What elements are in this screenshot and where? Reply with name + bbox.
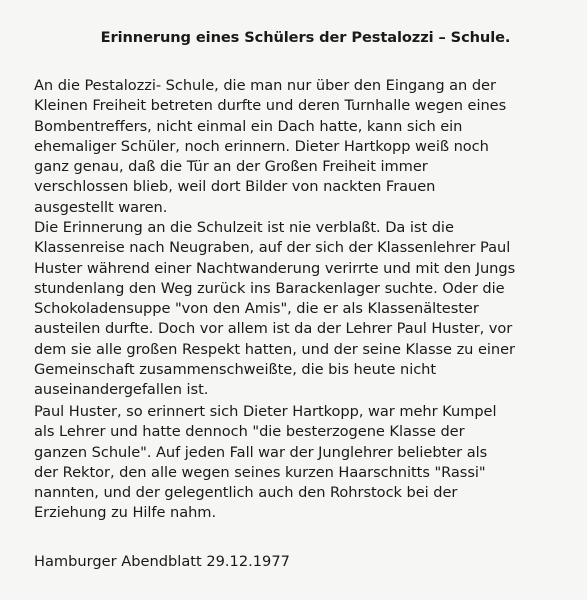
- paragraph-line: ganz genau, daß die Tür an der Großen Freiheit immer: [34, 158, 428, 176]
- paragraph-line: stundenlang den Weg zurück ins Barackenlager suchte. Oder die: [34, 279, 505, 297]
- paragraph-line: An die Pestalozzi- Schule, die man nur über den Eingang an der: [34, 77, 496, 94]
- paragraph-line: der Rektor, den alle wegen seines kurzen Haarschnitts "Rassi": [34, 463, 486, 481]
- paragraph-2: [34, 218, 574, 401]
- document-title: Erinnerung eines Schülers der Pestalozzi – Schule.: [100, 29, 511, 46]
- paragraph-line: als Lehrer und hatte dennoch "die besterzogene Klasse der: [34, 423, 465, 441]
- paragraph-line: Schokoladensuppe "von den Amis", die er als Klassenältester: [34, 300, 479, 318]
- paragraph-line: Die Erinnerung an die Schulzeit ist nie verblaßt. Da ist die: [34, 219, 454, 236]
- paragraph-line: nannten, und der gelegentlich auch den Rohrstock bei der: [34, 484, 458, 502]
- paragraph-line: auseinandergefallen ist.: [34, 381, 209, 399]
- paragraph-1: [34, 76, 574, 218]
- paragraph-line: Paul Huster, so erinnert sich Dieter Hartkopp, war mehr Kumpel: [34, 403, 497, 420]
- paragraph-line: ehemaliger Schüler, noch erinnern. Dieter Hartkopp weiß noch: [34, 137, 489, 155]
- paragraph-line: verschlossen blieb, weil dort Bilder von nackten Frauen: [34, 178, 436, 196]
- source-citation: Hamburger Abendblatt 29.12.1977: [34, 553, 290, 570]
- paragraph-line: Bombentreffers, nicht einmal ein Dach hatte, kann sich ein: [34, 117, 463, 135]
- paragraph-line: ganzen Schule". Auf jeden Fall war der Junglehrer beliebter als: [34, 443, 488, 461]
- paragraph-line: Klassenreise nach Neugraben, auf der sich der Klassenlehrer Paul: [34, 239, 511, 257]
- paragraph-3: [34, 402, 574, 524]
- paragraph-line: Huster während einer Nachtwanderung verirrte und mit den Jungs: [34, 259, 516, 277]
- paragraph-line: austeilen durfte. Doch vor allem ist da der Lehrer Paul Huster, vor: [34, 320, 513, 338]
- paragraph-line: dem sie alle großen Respekt hatten, und der seine Klasse zu einer: [34, 340, 515, 358]
- paragraph-line: Gemeinschaft zusammenschweißte, die bis heute nicht: [34, 361, 437, 379]
- paragraph-line: Erziehung zu Hilfe nahm.: [34, 504, 217, 522]
- paragraph-line: ausgestellt waren.: [34, 198, 168, 216]
- paragraph-line: Kleinen Freiheit betreten durfte und deren Turnhalle wegen eines: [34, 97, 507, 115]
